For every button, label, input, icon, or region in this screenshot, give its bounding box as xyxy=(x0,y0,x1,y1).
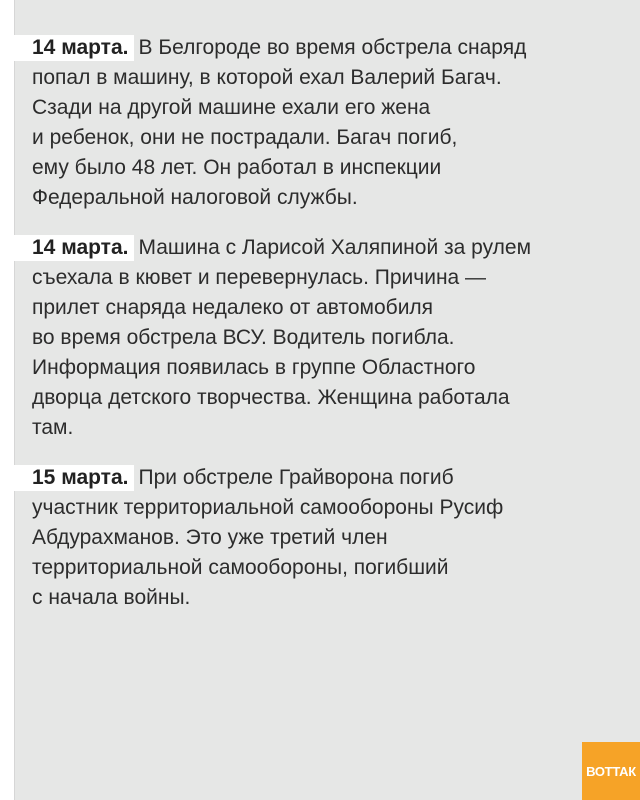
entry-first-line xyxy=(14,233,614,263)
entry-text-line: Абдурахманов. Это уже третий член xyxy=(32,526,388,549)
left-border xyxy=(0,0,15,800)
entry-text-line: и ребенок, они не пострадали. Багач погиб, xyxy=(32,126,458,149)
entry-text-line: Сзади на другой машине ехали его жена xyxy=(32,96,431,119)
entry-text-line: Федеральной налоговой службы. xyxy=(32,186,358,209)
entry-first-line xyxy=(14,33,614,63)
entry-text-line: с начала войны. xyxy=(32,586,191,609)
entry-text-line: дворца детского творчества. Женщина работала xyxy=(32,386,510,409)
entry-text: При обстреле Грайворона погиб xyxy=(138,466,454,489)
entry-text-line: Информация появилась в группе Областного xyxy=(32,356,476,379)
entry-date: 15 марта. xyxy=(14,465,134,491)
entry-text-line: территориальной самообороны, погибший xyxy=(32,556,449,579)
entry-text-line: участник территориальной самообороны Русиф xyxy=(32,496,504,519)
brand-logo xyxy=(582,742,640,800)
entry-text-line: съехала в кювет и перевернулась. Причина — xyxy=(32,266,487,289)
entry-date: 14 марта. xyxy=(14,235,134,261)
news-entry xyxy=(14,463,614,613)
entry-first-line xyxy=(14,463,614,493)
entry-date: 14 марта. xyxy=(14,35,134,61)
logo-text: ВОТТАК xyxy=(586,763,636,779)
entry-text-line: прилет снаряда недалеко от автомобиля xyxy=(32,296,434,319)
entry-text-line: там. xyxy=(32,416,74,439)
news-entries xyxy=(14,33,614,633)
news-entry xyxy=(14,33,614,213)
entry-text-line: попал в машину, в которой ехал Валерий Багач. xyxy=(32,66,502,89)
entry-text: Машина с Ларисой Халяпиной за рулем xyxy=(138,236,532,259)
entry-text-line: во время обстрела ВСУ. Водитель погибла. xyxy=(32,326,455,349)
entry-text: В Белгороде во время обстрела снаряд xyxy=(138,36,527,59)
news-entry xyxy=(14,233,614,443)
entry-text-line: ему было 48 лет. Он работал в инспекции xyxy=(32,156,442,179)
